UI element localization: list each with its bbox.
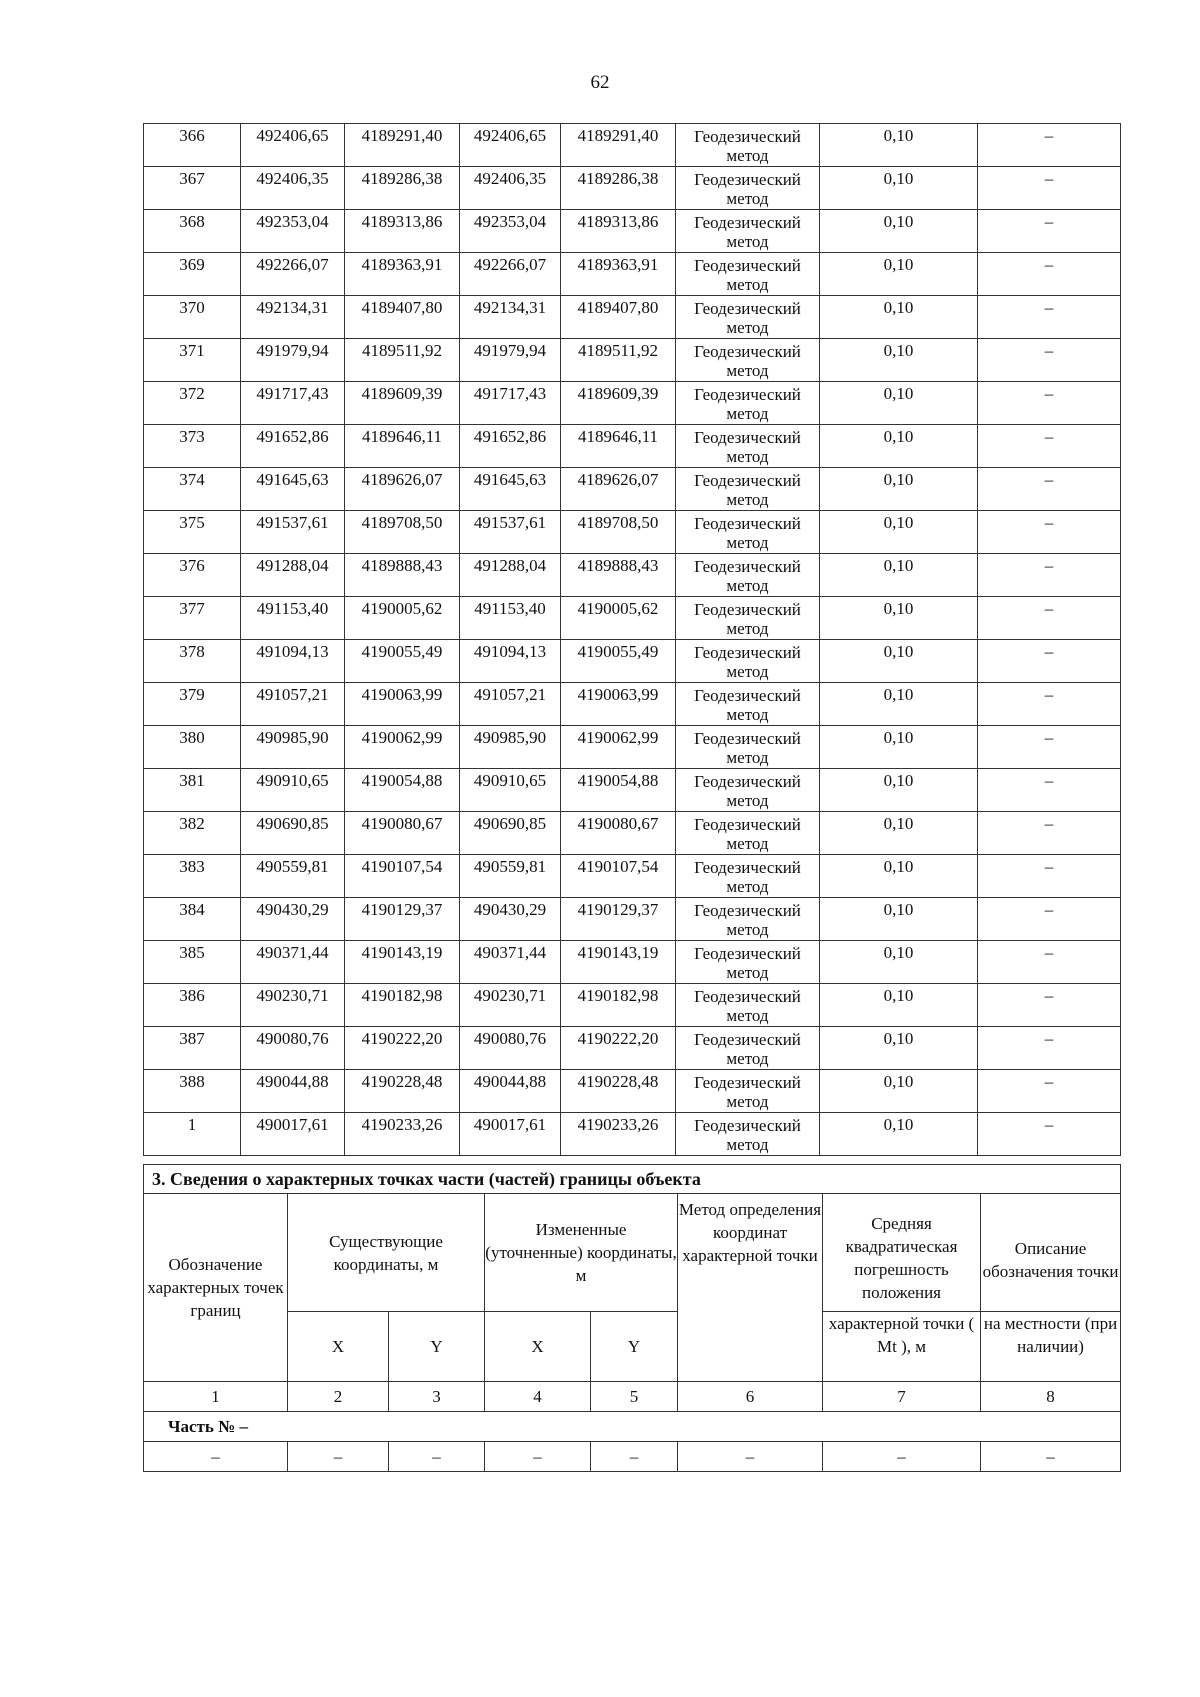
point-number-cell: 388 bbox=[144, 1070, 241, 1113]
existing-y-cell: 4189511,92 bbox=[345, 339, 460, 382]
point-number-cell: 382 bbox=[144, 812, 241, 855]
existing-x-cell: 492353,04 bbox=[241, 210, 345, 253]
table-row bbox=[144, 683, 1121, 726]
page-number: 62 bbox=[590, 72, 610, 93]
empty-cell: – bbox=[144, 1442, 288, 1472]
changed-y-cell: 4190080,67 bbox=[561, 812, 676, 855]
description-cell: – bbox=[978, 1113, 1121, 1156]
description-cell: – bbox=[978, 812, 1121, 855]
empty-cell: – bbox=[389, 1442, 485, 1472]
mean-error-cell: 0,10 bbox=[820, 339, 978, 382]
table-row bbox=[144, 1027, 1121, 1070]
point-number-cell: 386 bbox=[144, 984, 241, 1027]
point-number-cell: 377 bbox=[144, 597, 241, 640]
mean-error-cell: 0,10 bbox=[820, 1027, 978, 1070]
header-existing-y: Y bbox=[389, 1312, 485, 1382]
method-cell: Геодезический метод bbox=[676, 167, 820, 210]
existing-x-cell: 490080,76 bbox=[241, 1027, 345, 1070]
method-cell: Геодезический метод bbox=[676, 253, 820, 296]
changed-y-cell: 4190107,54 bbox=[561, 855, 676, 898]
method-cell: Геодезический метод bbox=[676, 769, 820, 812]
existing-y-cell: 4190182,98 bbox=[345, 984, 460, 1027]
column-number: 1 bbox=[144, 1382, 288, 1412]
mean-error-cell: 0,10 bbox=[820, 683, 978, 726]
existing-x-cell: 492406,35 bbox=[241, 167, 345, 210]
table-row bbox=[144, 167, 1121, 210]
table-row bbox=[144, 253, 1121, 296]
mean-error-cell: 0,10 bbox=[820, 855, 978, 898]
existing-y-cell: 4190054,88 bbox=[345, 769, 460, 812]
existing-y-cell: 4189291,40 bbox=[345, 124, 460, 167]
description-cell: – bbox=[978, 554, 1121, 597]
changed-x-cell: 491153,40 bbox=[460, 597, 561, 640]
existing-y-cell: 4190063,99 bbox=[345, 683, 460, 726]
header-description-top: Описание обозначения точки bbox=[981, 1194, 1121, 1312]
changed-x-cell: 491094,13 bbox=[460, 640, 561, 683]
point-number-cell: 383 bbox=[144, 855, 241, 898]
changed-y-cell: 4190222,20 bbox=[561, 1027, 676, 1070]
point-number-cell: 368 bbox=[144, 210, 241, 253]
existing-y-cell: 4190143,19 bbox=[345, 941, 460, 984]
mean-error-cell: 0,10 bbox=[820, 296, 978, 339]
method-cell: Геодезический метод bbox=[676, 726, 820, 769]
mean-error-cell: 0,10 bbox=[820, 1070, 978, 1113]
method-cell: Геодезический метод bbox=[676, 898, 820, 941]
mean-error-cell: 0,10 bbox=[820, 210, 978, 253]
mean-error-cell: 0,10 bbox=[820, 1113, 978, 1156]
point-number-cell: 387 bbox=[144, 1027, 241, 1070]
existing-x-cell: 490017,61 bbox=[241, 1113, 345, 1156]
description-cell: – bbox=[978, 124, 1121, 167]
existing-x-cell: 491537,61 bbox=[241, 511, 345, 554]
changed-x-cell: 491652,86 bbox=[460, 425, 561, 468]
changed-y-cell: 4189708,50 bbox=[561, 511, 676, 554]
mean-error-cell: 0,10 bbox=[820, 941, 978, 984]
method-cell: Геодезический метод bbox=[676, 1113, 820, 1156]
changed-y-cell: 4189291,40 bbox=[561, 124, 676, 167]
description-cell: – bbox=[978, 898, 1121, 941]
changed-y-cell: 4190233,26 bbox=[561, 1113, 676, 1156]
method-cell: Геодезический метод bbox=[676, 984, 820, 1027]
point-number-cell: 380 bbox=[144, 726, 241, 769]
changed-y-cell: 4189363,91 bbox=[561, 253, 676, 296]
mean-error-cell: 0,10 bbox=[820, 640, 978, 683]
header-changed-x: X bbox=[485, 1312, 591, 1382]
existing-x-cell: 491652,86 bbox=[241, 425, 345, 468]
changed-x-cell: 490985,90 bbox=[460, 726, 561, 769]
changed-x-cell: 490559,81 bbox=[460, 855, 561, 898]
existing-y-cell: 4190222,20 bbox=[345, 1027, 460, 1070]
method-cell: Геодезический метод bbox=[676, 468, 820, 511]
mean-error-cell: 0,10 bbox=[820, 124, 978, 167]
description-cell: – bbox=[978, 597, 1121, 640]
header-description-bottom: на местности (при наличии) bbox=[981, 1312, 1121, 1382]
changed-y-cell: 4189888,43 bbox=[561, 554, 676, 597]
table-row bbox=[144, 726, 1121, 769]
existing-x-cell: 492134,31 bbox=[241, 296, 345, 339]
existing-x-cell: 491153,40 bbox=[241, 597, 345, 640]
description-cell: – bbox=[978, 511, 1121, 554]
existing-y-cell: 4190080,67 bbox=[345, 812, 460, 855]
method-cell: Геодезический метод bbox=[676, 425, 820, 468]
table-row bbox=[144, 425, 1121, 468]
mean-error-cell: 0,10 bbox=[820, 597, 978, 640]
existing-x-cell: 490910,65 bbox=[241, 769, 345, 812]
point-number-cell: 379 bbox=[144, 683, 241, 726]
existing-y-cell: 4190005,62 bbox=[345, 597, 460, 640]
description-cell: – bbox=[978, 726, 1121, 769]
changed-y-cell: 4189313,86 bbox=[561, 210, 676, 253]
mean-error-cell: 0,10 bbox=[820, 812, 978, 855]
changed-x-cell: 490017,61 bbox=[460, 1113, 561, 1156]
existing-y-cell: 4190055,49 bbox=[345, 640, 460, 683]
empty-cell: – bbox=[591, 1442, 678, 1472]
existing-y-cell: 4190129,37 bbox=[345, 898, 460, 941]
changed-x-cell: 490371,44 bbox=[460, 941, 561, 984]
header-mean-error-top: Средняя квадратическая погрешность положения bbox=[823, 1194, 981, 1312]
method-cell: Геодезический метод bbox=[676, 382, 820, 425]
changed-x-cell: 491645,63 bbox=[460, 468, 561, 511]
method-cell: Геодезический метод bbox=[676, 640, 820, 683]
method-cell: Геодезический метод bbox=[676, 941, 820, 984]
column-numbers-row bbox=[144, 1382, 1121, 1412]
changed-y-cell: 4190182,98 bbox=[561, 984, 676, 1027]
header-existing-coordinates: Существующие координаты, м bbox=[288, 1194, 485, 1312]
point-number-cell: 378 bbox=[144, 640, 241, 683]
changed-y-cell: 4190063,99 bbox=[561, 683, 676, 726]
description-cell: – bbox=[978, 984, 1121, 1027]
existing-y-cell: 4190233,26 bbox=[345, 1113, 460, 1156]
description-cell: – bbox=[978, 382, 1121, 425]
mean-error-cell: 0,10 bbox=[820, 984, 978, 1027]
empty-cell: – bbox=[981, 1442, 1121, 1472]
existing-y-cell: 4189407,80 bbox=[345, 296, 460, 339]
changed-y-cell: 4189286,38 bbox=[561, 167, 676, 210]
points-table bbox=[143, 123, 1121, 1156]
point-number-cell: 372 bbox=[144, 382, 241, 425]
description-cell: – bbox=[978, 210, 1121, 253]
changed-x-cell: 490430,29 bbox=[460, 898, 561, 941]
method-cell: Геодезический метод bbox=[676, 124, 820, 167]
existing-x-cell: 492266,07 bbox=[241, 253, 345, 296]
section-title: 3. Сведения о характерных точках части (частей) границы объекта bbox=[144, 1165, 1121, 1194]
description-cell: – bbox=[978, 468, 1121, 511]
existing-y-cell: 4190062,99 bbox=[345, 726, 460, 769]
existing-y-cell: 4189363,91 bbox=[345, 253, 460, 296]
table-row bbox=[144, 941, 1121, 984]
table-row bbox=[144, 898, 1121, 941]
column-number: 7 bbox=[823, 1382, 981, 1412]
changed-y-cell: 4189407,80 bbox=[561, 296, 676, 339]
mean-error-cell: 0,10 bbox=[820, 769, 978, 812]
changed-y-cell: 4190062,99 bbox=[561, 726, 676, 769]
table-row bbox=[144, 382, 1121, 425]
method-cell: Геодезический метод bbox=[676, 210, 820, 253]
existing-x-cell: 490044,88 bbox=[241, 1070, 345, 1113]
table-row bbox=[144, 124, 1121, 167]
method-cell: Геодезический метод bbox=[676, 1070, 820, 1113]
existing-x-cell: 490985,90 bbox=[241, 726, 345, 769]
point-number-cell: 373 bbox=[144, 425, 241, 468]
changed-y-cell: 4190129,37 bbox=[561, 898, 676, 941]
description-cell: – bbox=[978, 296, 1121, 339]
point-number-cell: 381 bbox=[144, 769, 241, 812]
empty-cell: – bbox=[823, 1442, 981, 1472]
changed-y-cell: 4190228,48 bbox=[561, 1070, 676, 1113]
table-row bbox=[144, 1070, 1121, 1113]
table-row bbox=[144, 296, 1121, 339]
existing-x-cell: 491717,43 bbox=[241, 382, 345, 425]
changed-x-cell: 491717,43 bbox=[460, 382, 561, 425]
existing-x-cell: 491094,13 bbox=[241, 640, 345, 683]
table-row bbox=[144, 210, 1121, 253]
changed-x-cell: 492406,65 bbox=[460, 124, 561, 167]
description-cell: – bbox=[978, 855, 1121, 898]
method-cell: Геодезический метод bbox=[676, 683, 820, 726]
description-cell: – bbox=[978, 167, 1121, 210]
table-row bbox=[144, 597, 1121, 640]
point-number-cell: 366 bbox=[144, 124, 241, 167]
changed-x-cell: 491288,04 bbox=[460, 554, 561, 597]
existing-x-cell: 490230,71 bbox=[241, 984, 345, 1027]
method-cell: Геодезический метод bbox=[676, 812, 820, 855]
changed-y-cell: 4190143,19 bbox=[561, 941, 676, 984]
mean-error-cell: 0,10 bbox=[820, 167, 978, 210]
existing-x-cell: 490371,44 bbox=[241, 941, 345, 984]
method-cell: Геодезический метод bbox=[676, 855, 820, 898]
column-number: 8 bbox=[981, 1382, 1121, 1412]
changed-x-cell: 491537,61 bbox=[460, 511, 561, 554]
existing-x-cell: 491979,94 bbox=[241, 339, 345, 382]
changed-x-cell: 492266,07 bbox=[460, 253, 561, 296]
existing-y-cell: 4190228,48 bbox=[345, 1070, 460, 1113]
changed-x-cell: 490690,85 bbox=[460, 812, 561, 855]
mean-error-cell: 0,10 bbox=[820, 468, 978, 511]
existing-y-cell: 4189609,39 bbox=[345, 382, 460, 425]
point-number-cell: 369 bbox=[144, 253, 241, 296]
point-number-cell: 375 bbox=[144, 511, 241, 554]
mean-error-cell: 0,10 bbox=[820, 554, 978, 597]
changed-y-cell: 4189646,11 bbox=[561, 425, 676, 468]
empty-cell: – bbox=[485, 1442, 591, 1472]
description-cell: – bbox=[978, 769, 1121, 812]
existing-y-cell: 4189626,07 bbox=[345, 468, 460, 511]
point-number-cell: 1 bbox=[144, 1113, 241, 1156]
changed-x-cell: 490230,71 bbox=[460, 984, 561, 1027]
changed-y-cell: 4190055,49 bbox=[561, 640, 676, 683]
table-row bbox=[144, 468, 1121, 511]
table-row bbox=[144, 640, 1121, 683]
mean-error-cell: 0,10 bbox=[820, 898, 978, 941]
point-number-cell: 376 bbox=[144, 554, 241, 597]
table-row bbox=[144, 511, 1121, 554]
method-cell: Геодезический метод bbox=[676, 339, 820, 382]
column-number: 6 bbox=[678, 1382, 823, 1412]
table-row bbox=[144, 812, 1121, 855]
existing-y-cell: 4189888,43 bbox=[345, 554, 460, 597]
description-cell: – bbox=[978, 941, 1121, 984]
mean-error-cell: 0,10 bbox=[820, 726, 978, 769]
existing-y-cell: 4189286,38 bbox=[345, 167, 460, 210]
description-cell: – bbox=[978, 339, 1121, 382]
mean-error-cell: 0,10 bbox=[820, 511, 978, 554]
existing-x-cell: 490690,85 bbox=[241, 812, 345, 855]
changed-x-cell: 491979,94 bbox=[460, 339, 561, 382]
description-cell: – bbox=[978, 1070, 1121, 1113]
part-row bbox=[144, 1412, 1121, 1442]
table-row bbox=[144, 984, 1121, 1027]
method-cell: Геодезический метод bbox=[676, 554, 820, 597]
empty-cell: – bbox=[678, 1442, 823, 1472]
existing-x-cell: 491288,04 bbox=[241, 554, 345, 597]
point-number-cell: 367 bbox=[144, 167, 241, 210]
column-number: 4 bbox=[485, 1382, 591, 1412]
existing-y-cell: 4189646,11 bbox=[345, 425, 460, 468]
empty-data-row bbox=[144, 1442, 1121, 1472]
header-changed-y: Y bbox=[591, 1312, 678, 1382]
description-cell: – bbox=[978, 425, 1121, 468]
header-method: Метод определения координат характерной точки bbox=[678, 1194, 823, 1382]
changed-y-cell: 4189609,39 bbox=[561, 382, 676, 425]
existing-x-cell: 491645,63 bbox=[241, 468, 345, 511]
changed-x-cell: 490080,76 bbox=[460, 1027, 561, 1070]
mean-error-cell: 0,10 bbox=[820, 253, 978, 296]
point-number-cell: 370 bbox=[144, 296, 241, 339]
changed-y-cell: 4190054,88 bbox=[561, 769, 676, 812]
column-number: 2 bbox=[288, 1382, 389, 1412]
method-cell: Геодезический метод bbox=[676, 296, 820, 339]
changed-y-cell: 4189511,92 bbox=[561, 339, 676, 382]
method-cell: Геодезический метод bbox=[676, 597, 820, 640]
table-row bbox=[144, 769, 1121, 812]
table-row bbox=[144, 339, 1121, 382]
description-cell: – bbox=[978, 640, 1121, 683]
column-number: 5 bbox=[591, 1382, 678, 1412]
description-cell: – bbox=[978, 253, 1121, 296]
header-existing-x: X bbox=[288, 1312, 389, 1382]
method-cell: Геодезический метод bbox=[676, 1027, 820, 1070]
changed-x-cell: 492353,04 bbox=[460, 210, 561, 253]
section3-table bbox=[143, 1164, 1121, 1472]
mean-error-cell: 0,10 bbox=[820, 425, 978, 468]
mean-error-cell: 0,10 bbox=[820, 382, 978, 425]
column-number: 3 bbox=[389, 1382, 485, 1412]
existing-x-cell: 492406,65 bbox=[241, 124, 345, 167]
changed-x-cell: 492406,35 bbox=[460, 167, 561, 210]
table-row bbox=[144, 855, 1121, 898]
changed-x-cell: 490910,65 bbox=[460, 769, 561, 812]
point-number-cell: 371 bbox=[144, 339, 241, 382]
point-number-cell: 385 bbox=[144, 941, 241, 984]
header-mean-error-bottom: характерной точки ( Mt ), м bbox=[823, 1312, 981, 1382]
changed-y-cell: 4190005,62 bbox=[561, 597, 676, 640]
point-number-cell: 374 bbox=[144, 468, 241, 511]
part-label: Часть № – bbox=[144, 1412, 1121, 1442]
existing-y-cell: 4190107,54 bbox=[345, 855, 460, 898]
changed-x-cell: 492134,31 bbox=[460, 296, 561, 339]
existing-x-cell: 490559,81 bbox=[241, 855, 345, 898]
point-number-cell: 384 bbox=[144, 898, 241, 941]
existing-y-cell: 4189313,86 bbox=[345, 210, 460, 253]
existing-x-cell: 491057,21 bbox=[241, 683, 345, 726]
existing-y-cell: 4189708,50 bbox=[345, 511, 460, 554]
empty-cell: – bbox=[288, 1442, 389, 1472]
table-row bbox=[144, 554, 1121, 597]
description-cell: – bbox=[978, 683, 1121, 726]
existing-x-cell: 490430,29 bbox=[241, 898, 345, 941]
header-changed-coordinates: Измененные (уточненные) координаты, м bbox=[485, 1194, 678, 1312]
changed-x-cell: 491057,21 bbox=[460, 683, 561, 726]
header-point-designation: Обозначение характерных точек границ bbox=[144, 1194, 288, 1382]
method-cell: Геодезический метод bbox=[676, 511, 820, 554]
changed-y-cell: 4189626,07 bbox=[561, 468, 676, 511]
description-cell: – bbox=[978, 1027, 1121, 1070]
table-row bbox=[144, 1113, 1121, 1156]
changed-x-cell: 490044,88 bbox=[460, 1070, 561, 1113]
